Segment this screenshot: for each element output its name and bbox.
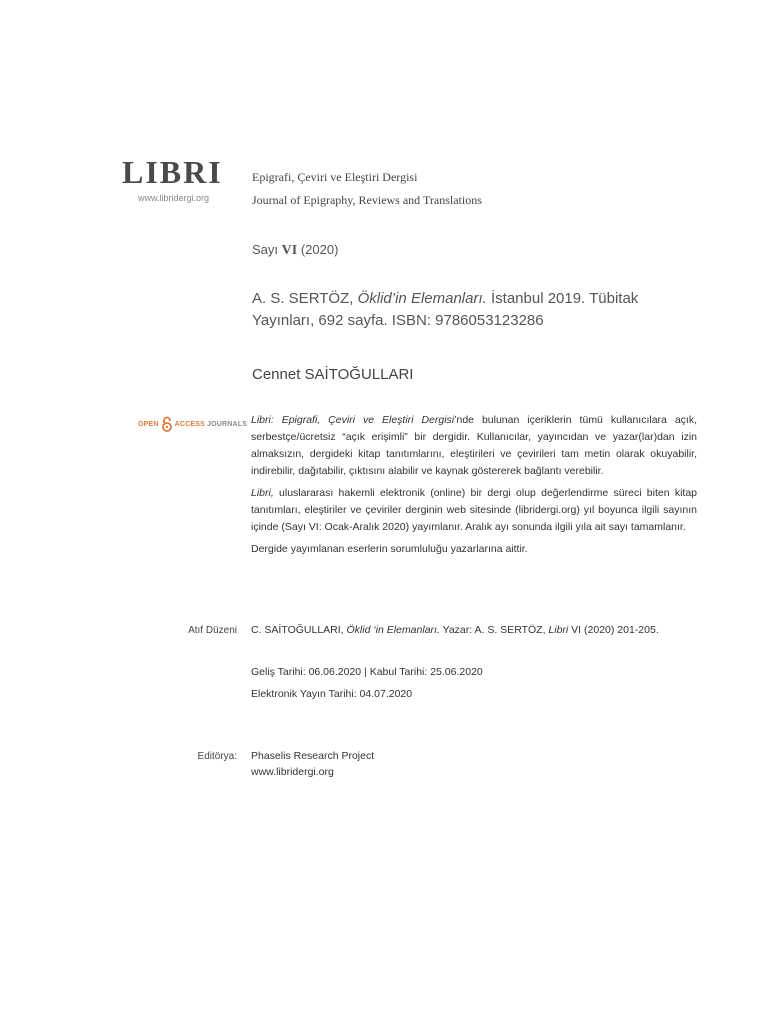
publication-date: Elektronik Yayın Tarihi: 04.07.2020 bbox=[251, 688, 413, 700]
policy-text: ’nde bulunan içeriklerin tümü kullanıcılara açık, serbestçe/ücretsiz “açık erişimli” bir dergidir. Kullanıcılar, yayıncıdan ve yazar(lar)dan izin almaksızın, dergideki kitap tanıtımlarını, eleştirileri ve çevirileri tam metin olarak okuyabilir, indirebilir, dağıtabilir, çıktısını alabilir ve kaynak göstererek bağlantı verebilir. bbox=[251, 414, 698, 477]
open-text: OPEN bbox=[138, 420, 159, 428]
policy-paragraph: Dergide yayımlanan eserlerin sorumluluğu yazarlarına aittir. bbox=[251, 543, 528, 555]
book-author: A. S. SERTÖZ, bbox=[252, 290, 354, 307]
book-title: Öklid’in Elemanları. bbox=[357, 290, 487, 307]
submission-dates: Geliş Tarihi: 06.06.2020 | Kabul Tarihi: 25.06.2020 bbox=[251, 666, 483, 678]
issue-info bbox=[252, 242, 338, 259]
policy-text: uluslararası hakemli elektronik (online) bir dergi olup değerlendirme süreci biten kitap tanıtımları, eleştiriler ve çeviriler derginin web sitesinde (libridergi.org) yıl boyunca ilgili sayının içinde (Sayı VI: Ocak-Aralık 2020) yayımlanır. Aralık ayı sonunda ilgili yıla ait sayı tamamlanır. bbox=[251, 487, 697, 533]
editor-url[interactable]: www.libridergi.org bbox=[251, 766, 334, 778]
citation-part: C. SAİTOĞULLARI, bbox=[251, 624, 347, 636]
open-access-logo bbox=[138, 416, 247, 432]
journal-name-italic: Libri: Epigrafi, Çeviri ve Eleştiri Dergisi bbox=[251, 414, 455, 426]
citation-title: Öklid ‘in Elemanları. bbox=[346, 624, 440, 636]
journal-name-italic: Libri, bbox=[251, 487, 274, 499]
policy-paragraph bbox=[251, 485, 697, 536]
editor-name: Phaselis Research Project bbox=[251, 750, 375, 762]
open-access-lock-icon bbox=[161, 416, 173, 432]
logo-url[interactable]: www.libridergi.org bbox=[138, 193, 210, 203]
citation-label: Atıf Düzeni bbox=[188, 625, 237, 636]
citation-part: VI (2020) 201-205. bbox=[568, 624, 659, 636]
issue-year: (2020) bbox=[300, 242, 339, 257]
citation-text bbox=[251, 624, 659, 636]
book-details: İstanbul 2019. Tübitak Yayınları, 692 sayfa. ISBN: 9786053123286 bbox=[252, 290, 639, 329]
issue-label: Sayı bbox=[252, 242, 279, 257]
access-text: ACCESS bbox=[174, 420, 206, 428]
journal-logo: LIBRI bbox=[122, 154, 223, 190]
editor-label: Editörya: bbox=[197, 751, 237, 762]
journal-title-tr: Epigrafi, Çeviri ve Eleştiri Dergisi bbox=[252, 170, 418, 184]
reviewed-book bbox=[252, 288, 692, 332]
citation-part: Yazar: A. S. SERTÖZ, bbox=[439, 624, 549, 636]
journal-title-en: Journal of Epigraphy, Reviews and Translations bbox=[252, 193, 482, 207]
access-policy-text bbox=[251, 412, 697, 563]
journals-text: JOURNALS bbox=[207, 420, 248, 428]
citation-journal: Libri bbox=[548, 624, 569, 636]
issue-number: VI bbox=[281, 243, 298, 258]
policy-paragraph bbox=[251, 412, 697, 480]
reviewer-name: Cennet SAİTOĞULLARI bbox=[252, 366, 414, 383]
